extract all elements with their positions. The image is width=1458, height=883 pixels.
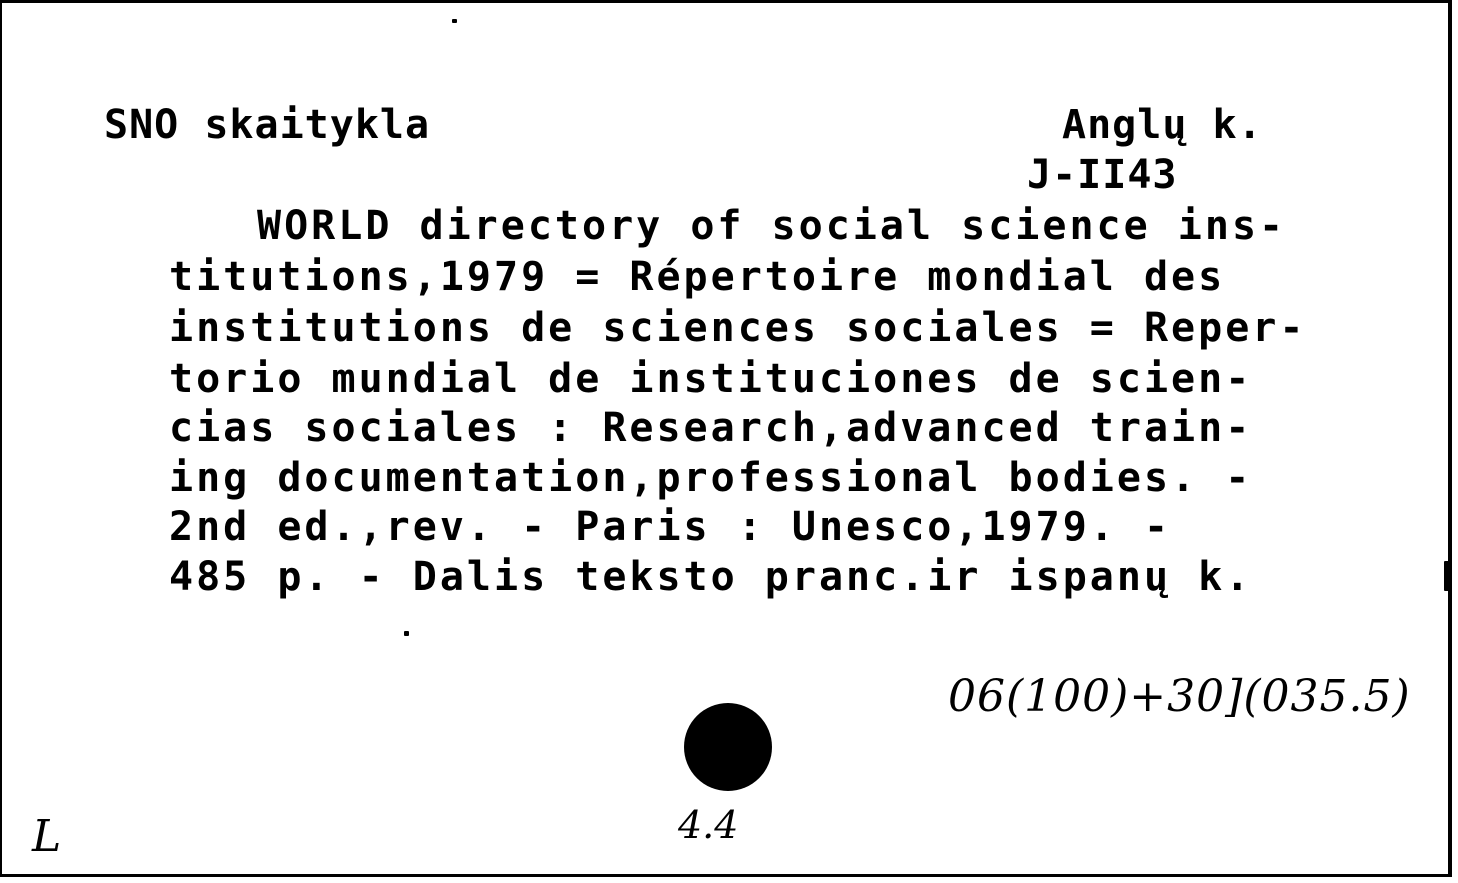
description-line: torio mundial de instituciones de scien- [169, 356, 1253, 402]
initial-mark: L [32, 811, 62, 862]
ink-speck [452, 19, 457, 23]
description-line: titutions,1979 = Répertoire mondial des [169, 254, 1226, 300]
edge-mark [1444, 561, 1449, 591]
punch-hole [684, 703, 772, 791]
description-line: 485 p. - Dalis teksto pranc.ir ispanų k. [169, 554, 1253, 600]
description-line: WORLD directory of social science ins- [257, 203, 1287, 249]
shelf-mark: 4.4 [678, 803, 739, 847]
description-line: institutions de sciences sociales = Reper- [169, 305, 1307, 351]
language-note: Anglų k. [1062, 102, 1263, 148]
description-line: ing documentation,professional bodies. - [169, 455, 1253, 501]
ink-speck [404, 631, 409, 636]
call-number: J-II43 [1027, 152, 1178, 198]
library-name: SNO skaitykla [104, 102, 431, 148]
description-line: cias sociales : Research,advanced train- [169, 405, 1253, 451]
description-line: 2nd ed.,rev. - Paris : Unesco,1979. - [169, 504, 1172, 550]
classification-number: 06(100)+30](035.5) [948, 671, 1411, 722]
